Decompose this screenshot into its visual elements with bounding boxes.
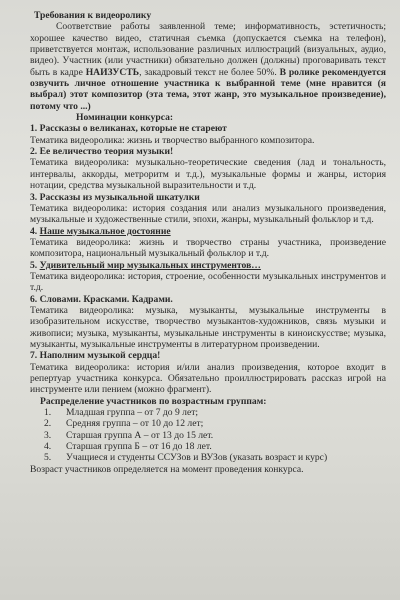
intro-text: Соответствие работы заявленной теме; информативность, эстетичность; хорошее качество видео, статичная съемка (допускается съемка на телефон), приветствуется монтаж, использование различных иллюстраций (визуальных, аудио, видео). Участник (или участники) обязательно должен (должны) проговаривать текст быть в кадре <box>30 21 386 78</box>
section-4-title <box>30 226 386 237</box>
age-group-item <box>30 452 386 463</box>
age-group-text: Средняя группа – от 10 до 12 лет; <box>66 418 204 430</box>
intro-paragraph <box>30 21 386 112</box>
section-title-text: Словами. Красками. Кадрами. <box>39 293 173 305</box>
section-6-body: Тематика видеоролика: музыка, музыканты, музыкальные инструменты в изобразительном искусстве, творчество музыкантов-художников, связь музыки и живописи; музыка, музыканты, музыкальные инструменты в киноискусстве; музыка, музыканты, музыкальные инструменты в литературном произведении. <box>30 304 386 350</box>
section-5-title <box>30 260 386 271</box>
age-group-number: 3. <box>44 429 52 441</box>
age-group-text: Старшая группа А – от 13 до 15 лет. <box>66 429 214 441</box>
section-number: 6. <box>30 293 38 305</box>
distribution-heading: Распределение участников по возрастным группам: <box>40 395 267 407</box>
section-2-body: Тематика видеоролика: музыкально-теоретические сведения (лад и тональность, интервалы, аккорды, метроритм и т.д.), музыкальные формы и жанры, история нотации, средства музыкальной выразительности и т.д. <box>30 157 386 192</box>
section-number: 5. <box>30 259 38 271</box>
section-title-text: Рассказы о великанах, которые не стареют <box>39 123 227 135</box>
age-group-text: Старшая группа Б – от 16 до 18 лет. <box>66 441 212 453</box>
section-7-title <box>30 350 386 361</box>
section-number: 1. <box>30 123 38 135</box>
section-1-title <box>30 123 386 134</box>
section-number: 2. <box>30 146 38 158</box>
section-number: 3. <box>30 191 38 203</box>
section-number: 7. <box>30 350 38 362</box>
section-title-text: Удивительный мир музыкальных инструментов… <box>39 259 261 271</box>
section-3-body: Тематика видеоролика: история создания или анализ музыкального произведения, музыкальные и художественные стили, эпохи, жанры, музыкальный фольклор и т.д. <box>30 202 386 226</box>
page-title: Требования к видеоролику <box>34 10 152 21</box>
section-3-title <box>30 192 386 203</box>
section-title-text: Рассказы из музыкальной шкатулки <box>39 191 200 203</box>
age-group-item <box>30 430 386 441</box>
age-group-item <box>30 407 386 418</box>
age-group-number: 5. <box>44 452 52 464</box>
intro-text-2: , закадровый текст не более 50%. <box>139 66 280 78</box>
intro-emphasis: НАИЗУСТЬ <box>85 66 140 78</box>
nominations-heading: Номинации конкурса: <box>76 112 174 124</box>
section-title-text: Наше музыкальное достояние <box>39 225 171 237</box>
age-group-number: 1. <box>44 407 52 419</box>
section-title-text: Ее величество теория музыки! <box>39 146 174 158</box>
age-group-number: 2. <box>44 418 52 430</box>
section-6-title <box>30 294 386 305</box>
document-text <box>30 10 386 475</box>
age-group-text: Младшая группа – от 7 до 9 лет; <box>66 407 199 419</box>
age-group-item <box>30 441 386 452</box>
age-group-item <box>30 418 386 429</box>
intro-recommendation: В ролике рекомендуется озвучить личное отношение участника к выбранной теме (мне нравится (я выбрал) этот композитор (эта тема, этот жанр, это музыкальное произведение), потому что ...) <box>30 66 386 112</box>
age-group-text: Учащиеся и студенты ССУЗов и ВУЗов (указать возраст и курс) <box>66 452 328 464</box>
section-title-text: Наполним музыкой сердца! <box>39 350 161 362</box>
section-number: 4. <box>30 225 38 237</box>
section-7-body: Тематика видеоролика: история и/или анализ произведения, которое входит в репертуар участника конкурса. Обязательно проиллюстрировать рассказ игрой на инструменте или пением (можно фрагмент). <box>30 361 386 396</box>
section-1-body: Тематика видеоролика: жизнь и творчество выбранного композитора. <box>30 134 315 146</box>
section-5-body: Тематика видеоролика: история, строение, особенности музыкальных инструментов и т.д. <box>30 270 386 294</box>
age-group-number: 4. <box>44 441 52 453</box>
section-2-title <box>30 146 386 157</box>
section-4-body: Тематика видеоролика: жизнь и творчество страны участника, произведение композитора, национальный музыкальный фольклор и т.д. <box>30 236 386 260</box>
closing-note: Возраст участников определяется на момент проведения конкурса. <box>30 463 304 475</box>
